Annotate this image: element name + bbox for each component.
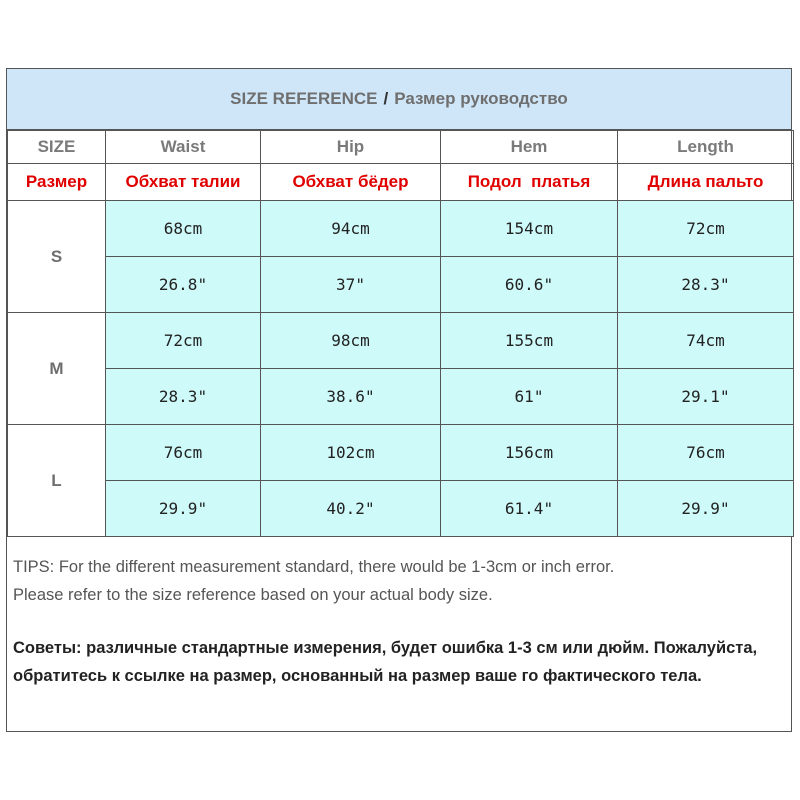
hem-cm-m: 155cm (441, 313, 618, 369)
waist-cm-m: 72cm (106, 313, 261, 369)
title-separator: / (383, 89, 389, 108)
size-chart-title (7, 69, 791, 130)
length-cm-l: 76cm (618, 425, 794, 481)
length-cm-m: 74cm (618, 313, 794, 369)
header-row-en (8, 131, 794, 164)
hip-inch-m: 38.6" (261, 369, 441, 425)
hem-cm-l: 156cm (441, 425, 618, 481)
size-table (7, 130, 794, 537)
length-inch-l: 29.9" (618, 481, 794, 537)
tips-section (7, 547, 791, 690)
header-length: Length (618, 131, 794, 164)
length-inch-s: 28.3" (618, 257, 794, 313)
title-en: SIZE REFERENCE (230, 89, 378, 108)
header-length-ru: Длина пальто (618, 164, 794, 201)
hip-cm-s: 94cm (261, 201, 441, 257)
size-label-s: S (8, 201, 106, 313)
tips-en-line2: Please refer to the size reference based on your actual body size. (13, 586, 493, 604)
header-size: SIZE (8, 131, 106, 164)
waist-inch-l: 29.9" (106, 481, 261, 537)
tips-en-line1: TIPS: For the different measurement standard, there would be 1-3cm or inch error. (13, 558, 615, 576)
hem-cm-s: 154cm (441, 201, 618, 257)
header-size-ru: Размер (8, 164, 106, 201)
table-row (8, 369, 794, 425)
header-hip: Hip (261, 131, 441, 164)
hip-inch-l: 40.2" (261, 481, 441, 537)
waist-inch-s: 26.8" (106, 257, 261, 313)
header-waist-ru: Обхват талии (106, 164, 261, 201)
header-hip-ru: Обхват бёдер (261, 164, 441, 201)
hip-cm-l: 102cm (261, 425, 441, 481)
size-label-l: L (8, 425, 106, 537)
hip-inch-s: 37" (261, 257, 441, 313)
table-row (8, 257, 794, 313)
table-row (8, 425, 794, 481)
table-row (8, 313, 794, 369)
waist-cm-s: 68cm (106, 201, 261, 257)
table-row (8, 201, 794, 257)
size-chart (6, 68, 792, 732)
size-label-m: M (8, 313, 106, 425)
title-ru: Размер руководство (394, 89, 568, 108)
waist-inch-m: 28.3" (106, 369, 261, 425)
hem-inch-m: 61" (441, 369, 618, 425)
tips-ru: Советы: различные стандартные измерения, будет ошибка 1-3 см или дюйм. Пожалуйста, обратитесь к ссылке на размер, основанный на размер ваше го фактического тела. (13, 639, 758, 685)
length-cm-s: 72cm (618, 201, 794, 257)
header-hem: Hem (441, 131, 618, 164)
waist-cm-l: 76cm (106, 425, 261, 481)
hem-inch-l: 61.4" (441, 481, 618, 537)
header-row-ru (8, 164, 794, 201)
hip-cm-m: 98cm (261, 313, 441, 369)
hem-inch-s: 60.6" (441, 257, 618, 313)
header-waist: Waist (106, 131, 261, 164)
length-inch-m: 29.1" (618, 369, 794, 425)
header-hem-ru: Подол платья (441, 164, 618, 201)
table-row (8, 481, 794, 537)
